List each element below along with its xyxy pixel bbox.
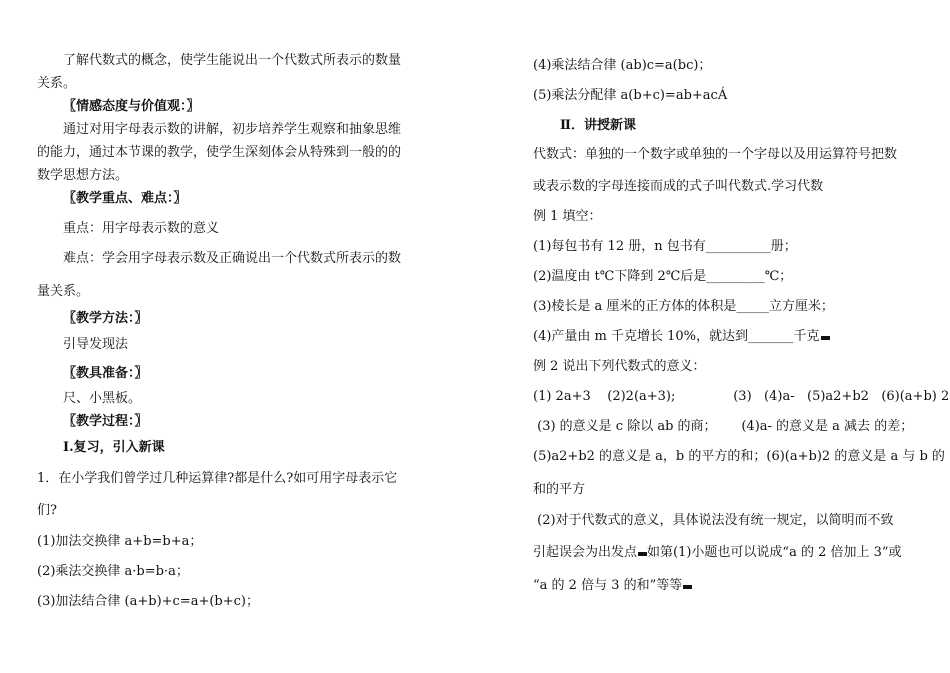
list-item: (4)乘法结合律 (ab)c=a(bc)； — [533, 58, 712, 73]
paragraph-text: “a 的 2 倍与 3 的和”等等 — [533, 578, 683, 593]
section-heading: Ⅱ．讲授新课 — [560, 118, 636, 133]
paragraph-text: 引起误会为出发点 — [533, 545, 638, 560]
list-item: (3)加法结合律 (a+b)+c=a+(b+c)； — [37, 594, 260, 609]
paragraph-line: 和的平方 — [533, 482, 586, 497]
section-heading: Ⅰ.复习，引入新课 — [63, 440, 165, 455]
paragraph-line: 或表示数的字母连接而成的式子叫代数式.学习代数 — [533, 179, 824, 194]
paragraph-line: (3) 的意义是 c 除以 ab 的商； (4)a- 的意义是 a 减去 的差； — [533, 419, 914, 434]
paragraph-line: 的能力，通过本节课的教学，使学生深刻体会从特殊到一般的的 — [37, 145, 402, 160]
paragraph-line: 量关系。 — [37, 284, 90, 299]
section-heading: 〖教学方法：〗 — [63, 311, 148, 326]
paragraph-line: 重点：用字母表示数的意义 — [63, 221, 220, 236]
paragraph-line: 例 1 填空： — [533, 209, 602, 224]
list-item-text: (4)产量由 m 千克增长 10%，就达到_______千克 — [533, 329, 820, 344]
paragraph-line: (2)对于代数式的意义，具体说法没有统一规定，以简明而不致 — [533, 513, 894, 528]
paragraph-line: 关系。 — [37, 76, 77, 91]
section-heading: 〖情感态度与价值观：〗 — [63, 99, 200, 114]
paragraph-line: (5)a2+b2 的意义是 a，b 的平方的和；(6)(a+b)2 的意义是 a 与 b 的 — [533, 449, 945, 464]
paragraph-line: 1．在小学我们曾学过几种运算律?都是什么?如可用字母表示它 — [37, 471, 398, 486]
paragraph-line: 尺、小黑板。 — [63, 391, 142, 406]
section-heading: 〖教学重点、难点：〗 — [63, 191, 187, 206]
paragraph-line: 们? — [37, 503, 57, 518]
list-item: (1)每包书有 12 册，n 包书有__________册； — [533, 239, 797, 254]
end-mark-icon — [821, 336, 830, 340]
paragraph-line: 例 2 说出下列代数式的意义： — [533, 359, 706, 374]
paragraph-line: 通过对用字母表示数的讲解，初步培养学生观察和抽象思维 — [63, 122, 402, 137]
list-item: (3)棱长是 a 厘米的正方体的体积是_____立方厘米； — [533, 299, 834, 314]
list-item: (2)温度由 t℃下降到 2℃后是_________℃； — [533, 269, 793, 284]
list-item: (2)乘法交换律 a·b=b·a； — [37, 564, 189, 579]
section-heading: 〖教学过程：〗 — [63, 414, 148, 429]
paragraph-line: 引导发现法 — [63, 337, 129, 352]
paragraph-line: 了解代数式的概念，使学生能说出一个代数式所表示的数量 — [63, 53, 402, 68]
paragraph-line: 代数式：单独的一个数字或单独的一个字母以及用运算符号把数 — [533, 147, 898, 162]
paragraph-line — [533, 544, 902, 562]
paragraph-line — [533, 577, 692, 595]
end-mark-icon — [683, 585, 692, 589]
list-item — [533, 328, 830, 346]
paragraph-line: 难点：学会用字母表示数及正确说出一个代数式所表示的数 — [63, 251, 402, 266]
paragraph-text: 如第(1)小题也可以说成“a 的 2 倍加上 3”或 — [647, 545, 902, 560]
list-item: (1)加法交换律 a+b=b+a； — [37, 534, 203, 549]
paragraph-line: 数学思想方法。 — [37, 168, 129, 183]
end-mark-icon — [638, 552, 647, 556]
paragraph-line: (1) 2a+3 (2)2(a+3); (3) (4)a- (5)a2+b2 (6)(a+b) 2 — [533, 389, 950, 404]
section-heading: 〖教具准备：〗 — [63, 366, 148, 381]
list-item: (5)乘法分配律 a(b+c)=ab+acÁ — [533, 88, 728, 103]
